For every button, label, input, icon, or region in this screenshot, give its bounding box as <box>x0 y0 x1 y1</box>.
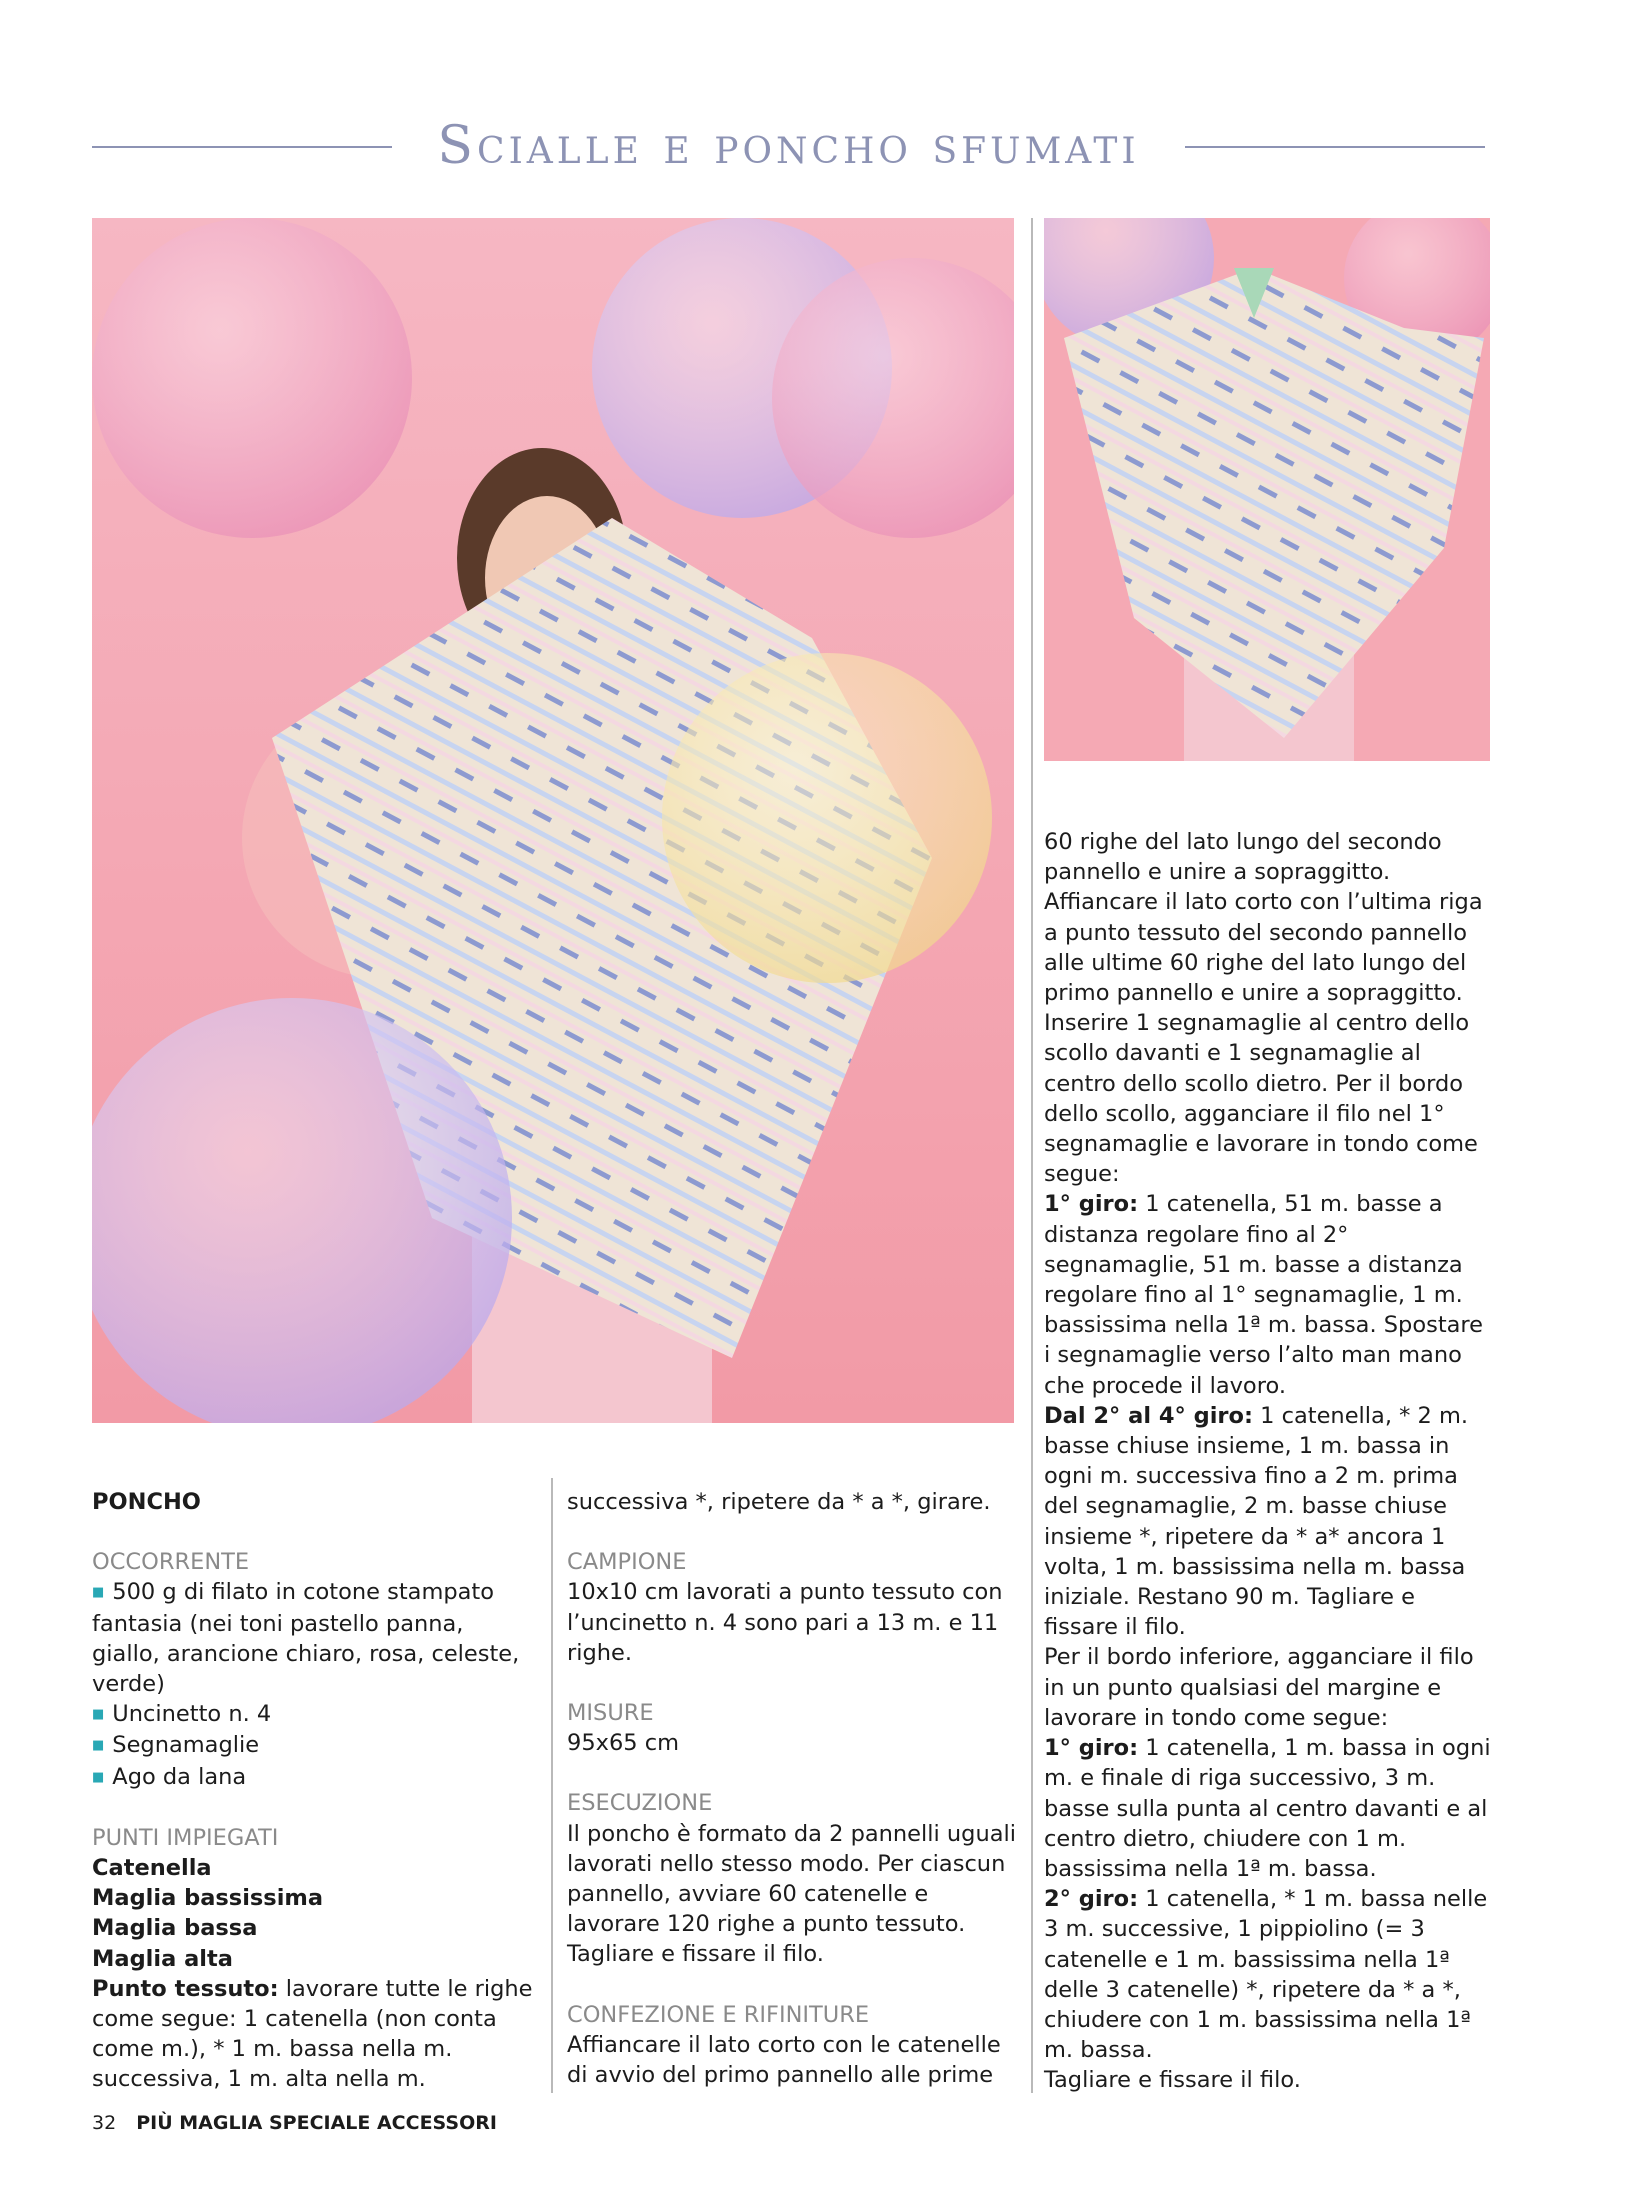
stitch-item: Catenella <box>92 1855 212 1882</box>
page-number: 32 <box>92 2112 117 2134</box>
inline-label: Punto tessuto: <box>92 1975 279 2002</box>
paragraph-text: 1 catenella, 1 m. bassa in ogni m. e finale di riga successivo, 3 m. basse sulla punta al centro davanti e al centro dietro, chiudere con 1 m. bassissima nella 1ª m. bassa. <box>1044 1735 1491 1882</box>
paragraph-text: 1 catenella, * 2 m. basse chiuse insieme, 1 m. bassa in ogni m. successiva fino a 2 m. prima del segnamaglie, 2 m. basse chiuse insieme *, ripetere da * a* ancora 1 volta, 1 m. bassissima nella m. bassa iniziale. Restano 90 m. Tagliare e fissare il filo. <box>1044 1402 1469 1641</box>
stitch-item: Maglia bassissima <box>92 1885 324 1912</box>
materials-item: ■ Ago da lana <box>92 1762 538 1793</box>
section-label: MISURE <box>567 1700 654 1727</box>
magazine-name: PIÙ MAGLIA SPECIALE ACCESSORI <box>136 2112 497 2134</box>
paragraph: Per il bordo inferiore, agganciare il filo in un punto qualsiasi del margine e lavorare in tondo come segue: <box>1044 1644 1474 1731</box>
title-rule-left <box>92 146 392 148</box>
paragraph: 60 righe del lato lungo del secondo pannello e unire a sopraggitto. Affiancare il lato corto con l’ultima riga a punto tessuto del secondo pannello alle ultime 60 righe del lato lungo del primo pannello e unire a sopraggitto. Inserire 1 segnamaglie al centro dello scollo davanti e 1 segnamaglie al centro dello scollo dietro. Per il bordo dello scollo, agganciare il filo nel 1° segnamaglie e lavorare in tondo come segue: <box>1044 829 1483 1188</box>
inline-label: 1° giro: <box>1044 1735 1139 1762</box>
page-footer <box>92 2112 497 2134</box>
paragraph-text: 1 catenella, 51 m. basse a distanza regolare fino al 2° segnamaglie, 51 m. basse a distanza regolare fino al 1° segnamaglie, 1 m. bassissima nella 1ª m. bassa. Spostare i segnamaglie verso l’alto man mano che procede il lavoro. <box>1044 1191 1484 1399</box>
section-label: OCCORRENTE <box>92 1549 250 1576</box>
paragraph: Tagliare e fissare il filo. <box>1044 2067 1301 2094</box>
materials-item: ■ 500 g di filato in cotone stampato fantasia (nei toni pastello panna, giallo, arancione chiaro, rosa, celeste, verde) <box>92 1577 538 1699</box>
section-label: CONFEZIONE E RIFINITURE <box>567 2001 870 2028</box>
paragraph-text: 1 catenella, * 1 m. bassa nelle 3 m. successive, 1 pippiolino (= 3 catenelle e 1 m. bassissima nella 1ª delle 3 catenelle) *, ripetere da * a *, chiudere con 1 m. bassissima nella 1ª m. bassa. <box>1044 1886 1488 2064</box>
paragraph: successiva *, ripetere da * a *, girare. <box>567 1489 991 1515</box>
section-label: PUNTI IMPIEGATI <box>92 1824 279 1851</box>
paragraph <box>1044 1189 1494 1400</box>
column-1 <box>92 1487 538 2095</box>
paragraph <box>1044 1733 1494 1884</box>
paragraph <box>1044 1401 1494 1643</box>
materials-item: ■ Uncinetto n. 4 <box>92 1699 538 1730</box>
column-divider <box>1031 218 1033 2093</box>
paragraph: Affiancare il lato corto con le catenelle di avvio del primo pannello alle prime <box>567 2031 1001 2089</box>
section-label: ESECUZIONE <box>567 1790 713 1817</box>
back-view-photo <box>1044 218 1490 761</box>
title-rule-right <box>1185 146 1485 148</box>
inline-label: 1° giro: <box>1044 1191 1139 1218</box>
main-photo <box>92 218 1014 1423</box>
materials-item: ■ Segnamaglie <box>92 1730 538 1761</box>
paragraph: 10x10 cm lavorati a punto tessuto con l’uncinetto n. 4 sono pari a 13 m. e 11 righe. <box>567 1579 1003 1666</box>
section-heading: PONCHO <box>92 1489 201 1515</box>
paragraph <box>1044 1884 1494 2065</box>
paragraph-text: lavorare tutte le righe come segue: 1 catenella (non conta come m.), * 1 m. bassa nella m. successiva, 1 m. alta nella m. <box>92 1975 533 2093</box>
column-3 <box>1044 827 1494 2096</box>
inline-label: 2° giro: <box>1044 1886 1139 1913</box>
stitch-item: Maglia alta <box>92 1945 233 1972</box>
column-2 <box>567 1487 1017 2090</box>
section-label: CAMPIONE <box>567 1549 687 1576</box>
column-divider <box>551 1478 553 2093</box>
paragraph <box>92 1974 538 2095</box>
page-title: Scialle e poncho sfumati <box>437 116 1140 176</box>
paragraph: Il poncho è formato da 2 pannelli uguali lavorati nello stesso modo. Per ciascun pannello, avviare 60 catenelle e lavorare 120 righe a punto tessuto. Tagliare e fissare il filo. <box>567 1820 1017 1968</box>
paragraph: 95x65 cm <box>567 1730 680 1757</box>
stitch-item: Maglia bassa <box>92 1915 258 1942</box>
inline-label: Dal 2° al 4° giro: <box>1044 1402 1253 1429</box>
